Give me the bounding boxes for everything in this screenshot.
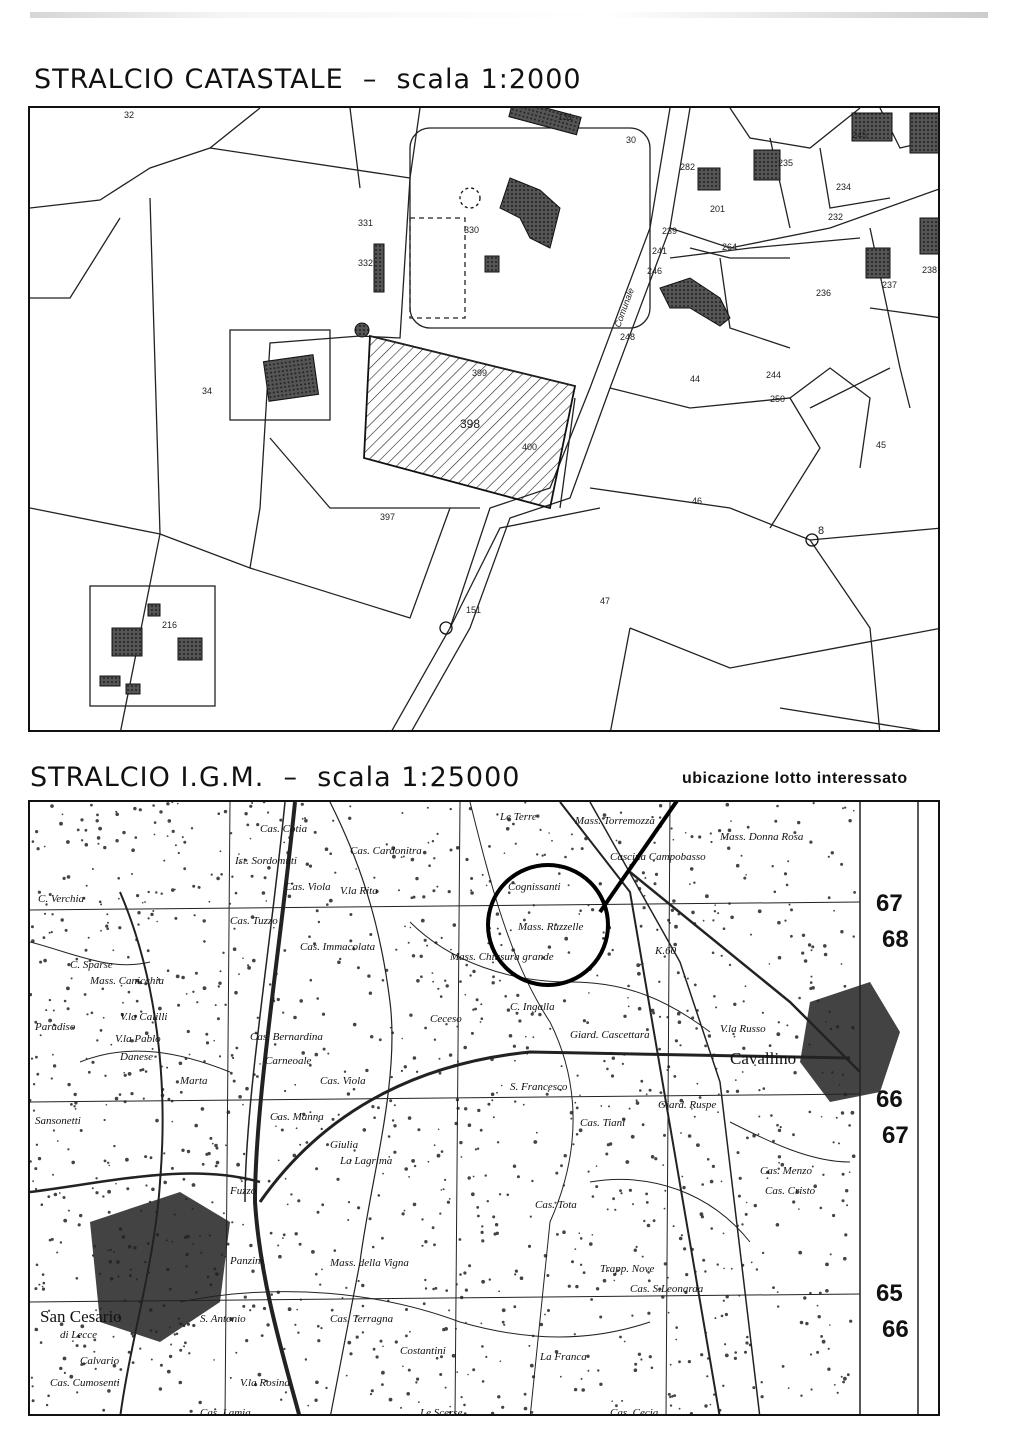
- parcel-number: 330: [464, 225, 480, 235]
- place-name: V.la Pablo: [115, 1033, 161, 1045]
- place-name: Cas. S.Leonarda: [630, 1283, 704, 1295]
- place-name: Cas. Menzo: [760, 1165, 812, 1177]
- parcel-number: 45: [876, 440, 887, 450]
- parcel-number: 46: [692, 496, 703, 506]
- place-name: Cas. Terragna: [330, 1313, 394, 1325]
- place-name: C. Ingalla: [510, 1001, 555, 1013]
- parcel-number: 235: [778, 158, 794, 168]
- place-name: Le Terre: [500, 811, 537, 823]
- place-name: La Franca: [540, 1351, 587, 1363]
- igm-map: [28, 800, 940, 1416]
- place-name: Mass. Chiusura grande: [450, 951, 554, 963]
- place-name: V.la Rita: [340, 885, 378, 897]
- place-name: Giulia: [330, 1139, 359, 1151]
- place-name: V.la Russo: [720, 1023, 766, 1035]
- grid-label: 68: [882, 926, 909, 953]
- place-name: Fuzzo: [230, 1185, 257, 1197]
- place-name: K.60: [655, 945, 677, 957]
- grid-label: 66: [876, 1086, 903, 1113]
- place-name: Giard. Cascettara: [570, 1029, 650, 1041]
- place-name: Carneoale: [265, 1055, 312, 1067]
- location-pointer-label: ubicazione lotto interessato: [682, 770, 908, 787]
- place-name: C. Verchia: [38, 893, 85, 905]
- parcel-number: 399: [472, 368, 488, 378]
- place-name: Panzini: [230, 1255, 264, 1267]
- place-name: Costantini: [400, 1345, 446, 1357]
- cadastral-map-svg: [30, 108, 940, 732]
- parcel-number: 34: [202, 386, 213, 396]
- place-name: Ist. Sordomuti: [235, 855, 297, 867]
- parcel-number: 201: [710, 204, 726, 214]
- place-name: Calvario: [80, 1355, 120, 1367]
- parcel-number: 216: [162, 620, 178, 630]
- parcel-number: 239: [662, 226, 678, 236]
- place-name: Cas. Tiani: [580, 1117, 626, 1129]
- cadastral-title: STRALCIO CATASTALE – scala 1:2000: [34, 64, 582, 95]
- place-name: Cas. Tuzzo: [230, 915, 278, 927]
- parcel-number: 398: [460, 417, 481, 431]
- place-name: Cas. Viola: [320, 1075, 366, 1087]
- place-name: Cavallino: [730, 1049, 797, 1068]
- parcel-number: 397: [380, 512, 396, 522]
- grid-label: 65: [876, 1280, 903, 1307]
- place-name: Cascina Campobasso: [610, 851, 706, 863]
- place-name: Cas. Tota: [535, 1199, 577, 1211]
- parcel-number: 8: [818, 525, 825, 537]
- parcel-number: 245: [852, 130, 868, 140]
- place-name: di Lecce: [60, 1329, 97, 1341]
- place-name: Trapp. Nove: [600, 1263, 655, 1275]
- place-name: Mass. Donna Rosa: [720, 831, 804, 843]
- place-name: Cas. Cotia: [260, 823, 308, 835]
- place-name: Cas. Cardonitra: [350, 845, 422, 857]
- scan-artifact: [30, 12, 988, 18]
- place-name: Danese: [120, 1051, 153, 1063]
- place-name: Paradiso: [35, 1021, 76, 1033]
- parcel-number: 282: [680, 162, 696, 172]
- parcel-number: 332: [358, 258, 374, 268]
- parcel-number: 151: [466, 605, 482, 615]
- parcel-number: 250: [770, 394, 786, 404]
- place-name: C. Sparse: [70, 959, 113, 971]
- parcel-number: 248: [620, 332, 636, 342]
- place-name: Mass. Torremozza: [575, 815, 655, 827]
- parcel-number: 131: [558, 112, 574, 122]
- grid-label: 66: [882, 1316, 909, 1343]
- place-name: Giard. Ruspe: [658, 1099, 717, 1111]
- place-name: Le Scerse: [420, 1407, 463, 1418]
- place-name: Mass. Ruzzelle: [518, 921, 584, 933]
- place-name: Cas. Cecia: [610, 1407, 659, 1418]
- igm-map-svg: [30, 802, 940, 1416]
- parcel-number: 400: [522, 442, 538, 452]
- parcel-number: 244: [766, 370, 782, 380]
- parcel-number: 44: [690, 374, 701, 384]
- parcel-number: 32: [124, 110, 135, 120]
- parcel-number: 238: [922, 265, 938, 275]
- parcel-number: 30: [626, 135, 637, 145]
- place-name: Sansonetti: [35, 1115, 81, 1127]
- place-name: San Cesario: [40, 1307, 122, 1326]
- road-name: Comunale: [612, 286, 636, 329]
- place-name: Cas. Bernardina: [250, 1031, 323, 1043]
- place-name: V.la Rosina: [240, 1377, 290, 1389]
- place-name: Cas. Viola: [285, 881, 331, 893]
- place-name: Marta: [180, 1075, 208, 1087]
- place-name: Cas. Lamia: [200, 1407, 251, 1418]
- place-name: Cas. Immacolata: [300, 941, 376, 953]
- parcel-number: 264: [722, 242, 738, 252]
- parcel-number: 47: [600, 596, 611, 606]
- place-name: S. Antonio: [200, 1313, 246, 1325]
- place-name: Cognissanti: [508, 881, 561, 893]
- parcel-number: 236: [816, 288, 832, 298]
- place-name: Cas. Cumosenti: [50, 1377, 120, 1389]
- place-name: Ceceso: [430, 1013, 462, 1025]
- parcel-number: 237: [882, 280, 898, 290]
- parcel-number: 241: [652, 246, 668, 256]
- place-name: La Lagrima: [340, 1155, 393, 1167]
- place-name: V.la Calilli: [120, 1011, 168, 1023]
- place-name: Cas. Cristo: [765, 1185, 816, 1197]
- parcel-number: 246: [647, 266, 663, 276]
- place-name: S. Francesco: [510, 1081, 568, 1093]
- cadastral-map: [28, 106, 940, 732]
- parcel-number: 234: [836, 182, 852, 192]
- place-name: Mass. Canicchia: [90, 975, 164, 987]
- igm-title: STRALCIO I.G.M. – scala 1:25000: [30, 762, 521, 793]
- grid-label: 67: [882, 1122, 909, 1149]
- parcel-number: 232: [828, 212, 844, 222]
- grid-label: 67: [876, 890, 903, 917]
- place-name: Cas. Manna: [270, 1111, 324, 1123]
- parcel-number: 331: [358, 218, 374, 228]
- place-name: Mass. della Vigna: [330, 1257, 409, 1269]
